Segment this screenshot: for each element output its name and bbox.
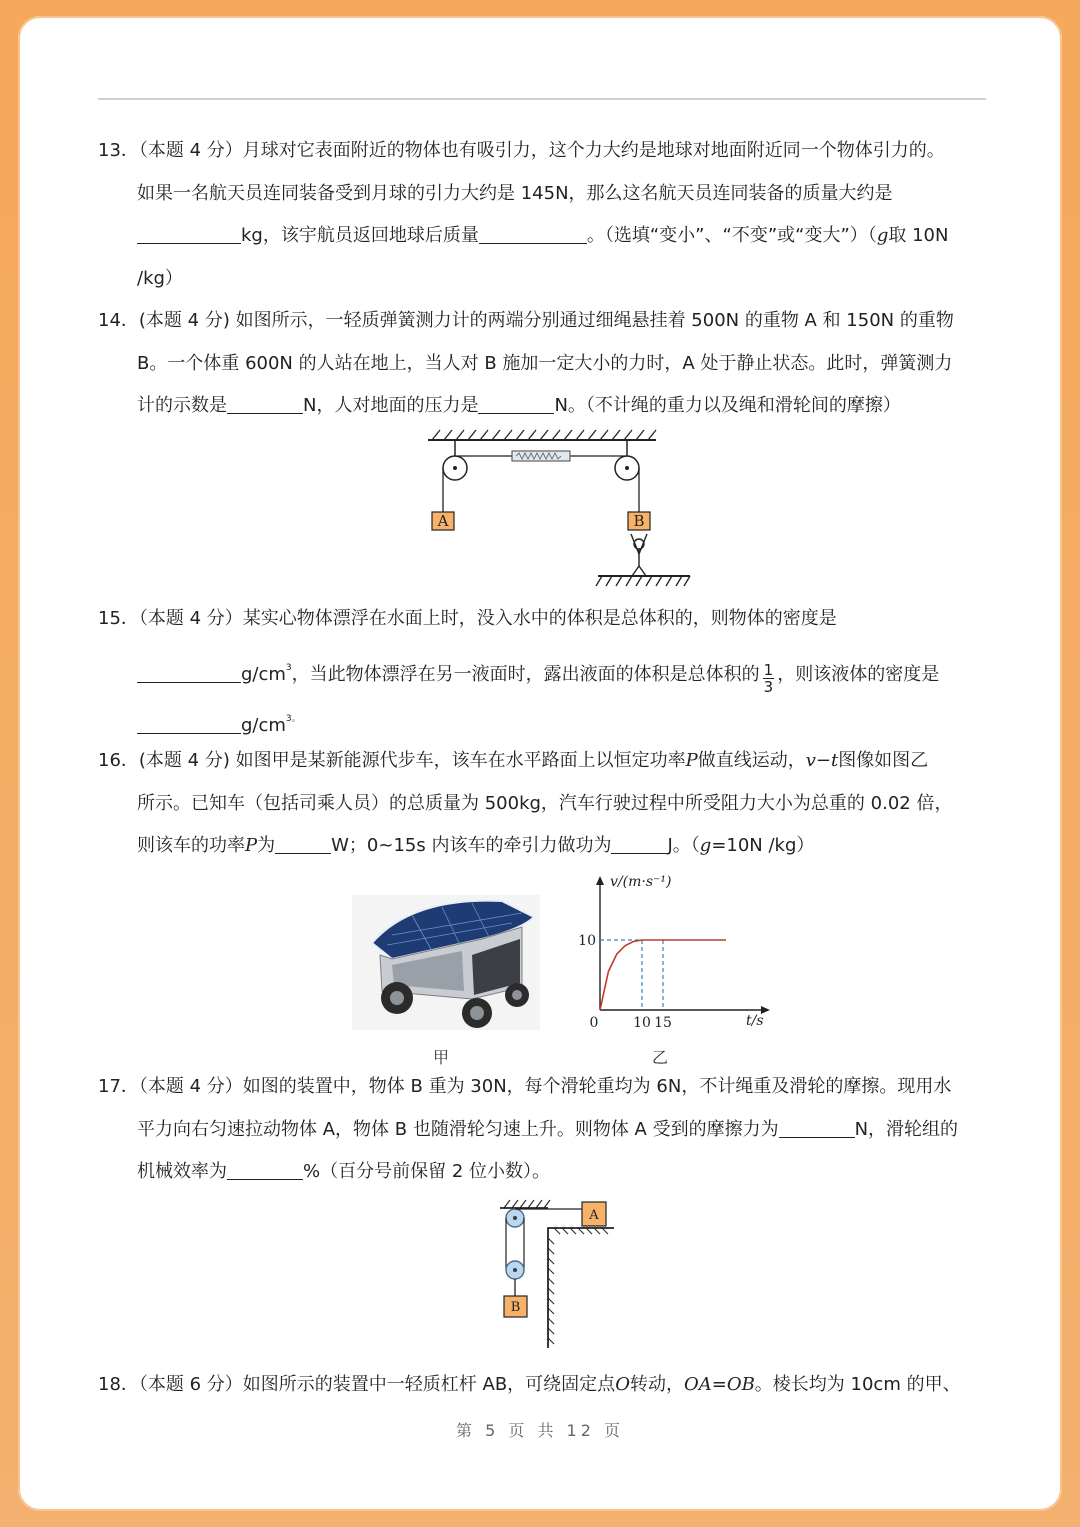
- q15-line1: 15．（本题 4 分）某实心物体漂浮在水面上时，没入水中的体积是总体积的，则物体的密度是: [98, 608, 837, 629]
- q15-blank-liquid-density[interactable]: [137, 715, 241, 734]
- q16-blank-work[interactable]: [611, 835, 667, 854]
- q14-pulley-figure: [420, 426, 700, 596]
- q16-blank-power[interactable]: [275, 835, 331, 854]
- q14-line2: B。一个体重 600N 的人站在地上，当人对 B 施加一定大小的力时，A 处于静止状态。此时，弹簧测力: [137, 353, 953, 374]
- block-a-label: A: [589, 1208, 599, 1223]
- q13-blank-change[interactable]: [479, 225, 587, 244]
- table-hatch: [548, 1228, 608, 1344]
- q15-blank-density[interactable]: [137, 664, 241, 683]
- ceiling-hatch: [432, 430, 656, 440]
- caption-jia: 甲: [433, 1048, 450, 1067]
- q14-blank-reading[interactable]: [227, 395, 303, 414]
- q13-blank-mass[interactable]: [137, 225, 241, 244]
- q17-line1: 17．（本题 4 分）如图的装置中，物体 B 重为 30N，每个滑轮重均为 6N，不计绳重及滑轮的摩擦。现用水: [98, 1076, 952, 1097]
- q14-line1: 14．(本题 4 分) 如图所示，一轻质弹簧测力计的两端分别通过细绳悬挂着 500N 的重物 A 和 150N 的重物: [98, 310, 954, 331]
- weight-a-label: A: [437, 512, 449, 530]
- q17-blank-friction[interactable]: [779, 1119, 855, 1138]
- q13-line3: kg，该宇航员返回地球后质量 。（选填“变小”、“不变”或“变大”）（g取 10N: [137, 224, 948, 248]
- q16-line2: 所示。已知车（包括司乘人员）的总质量为 500kg，汽车行驶过程中所受阻力大小为总重的 0.02 倍，: [137, 793, 953, 814]
- q16-line3: 则该车的功率P为 W；0~15s 内该车的牵引力做功为 J。（g=10N /kg）: [137, 835, 815, 856]
- q14-line3: 计的示数是 N，人对地面的压力是 N。（不计绳的重力以及绳和滑轮间的摩擦）: [137, 395, 901, 416]
- weight-b-label: B: [633, 512, 645, 530]
- q16-line1: 16．(本题 4 分) 如图甲是某新能源代步车，该车在水平路面上以恒定功率P做直线运动，v−t图像如图乙: [98, 750, 929, 771]
- ground-hatch: [596, 576, 690, 586]
- y-axis-label: v/(m·s⁻¹): [610, 874, 672, 890]
- q17-blank-efficiency[interactable]: [227, 1161, 303, 1180]
- x-tick-label: 15: [654, 1015, 672, 1031]
- block-b-label: B: [510, 1300, 521, 1315]
- q15-line3: $g/cm^{3。}$: [137, 707, 301, 738]
- y-axis-arrow: [596, 876, 604, 885]
- q17-pulley-figure: [490, 1196, 630, 1356]
- solar-car-image: [352, 895, 540, 1030]
- q13-line1: 13．（本题 4 分）月球对它表面附近的物体也有吸引力，这个力大约是地球对地面附近同一个物体引力的。: [98, 140, 945, 161]
- q15-fraction: $\frac{1}{3}$: [763, 661, 774, 696]
- q15-line2: $g/cm^3$，当此物体漂浮在另一液面时，露出液面的体积是总体积的 $\frac{1}{3}$ ，则该液体的密度是: [137, 656, 939, 695]
- vt-chart: [570, 870, 780, 1035]
- header-rule: [98, 98, 986, 100]
- q17-line3: 机械效率为 %（百分号前保留 2 位小数）。: [137, 1161, 550, 1182]
- x-tick-label: 0: [589, 1015, 599, 1031]
- q18-line1: 18．（本题 6 分）如图所示的装置中一轻质杠杆 AB，可绕固定点O转动，OA=OB。棱长均为 10cm 的甲、: [98, 1374, 961, 1395]
- q14-blank-pressure[interactable]: [478, 395, 554, 414]
- x-tick-label: 10: [633, 1015, 651, 1031]
- person: [631, 534, 647, 576]
- page-footer: 第 5 页 共 12 页: [456, 1421, 624, 1440]
- y-tick-label: 10: [578, 933, 596, 949]
- q13-line4: /kg）: [137, 268, 183, 289]
- q17-line2: 平力向右匀速拉动物体 A，物体 B 也随滑轮匀速上升。则物体 A 受到的摩擦力为 N，滑轮组的: [137, 1119, 959, 1140]
- q13-line2: 如果一名航天员连同装备受到月球的引力大约是 145N，那么这名航天员连同装备的质量大约是: [137, 183, 893, 204]
- x-axis-label: t/s: [746, 1013, 764, 1029]
- caption-yi: 乙: [652, 1048, 669, 1067]
